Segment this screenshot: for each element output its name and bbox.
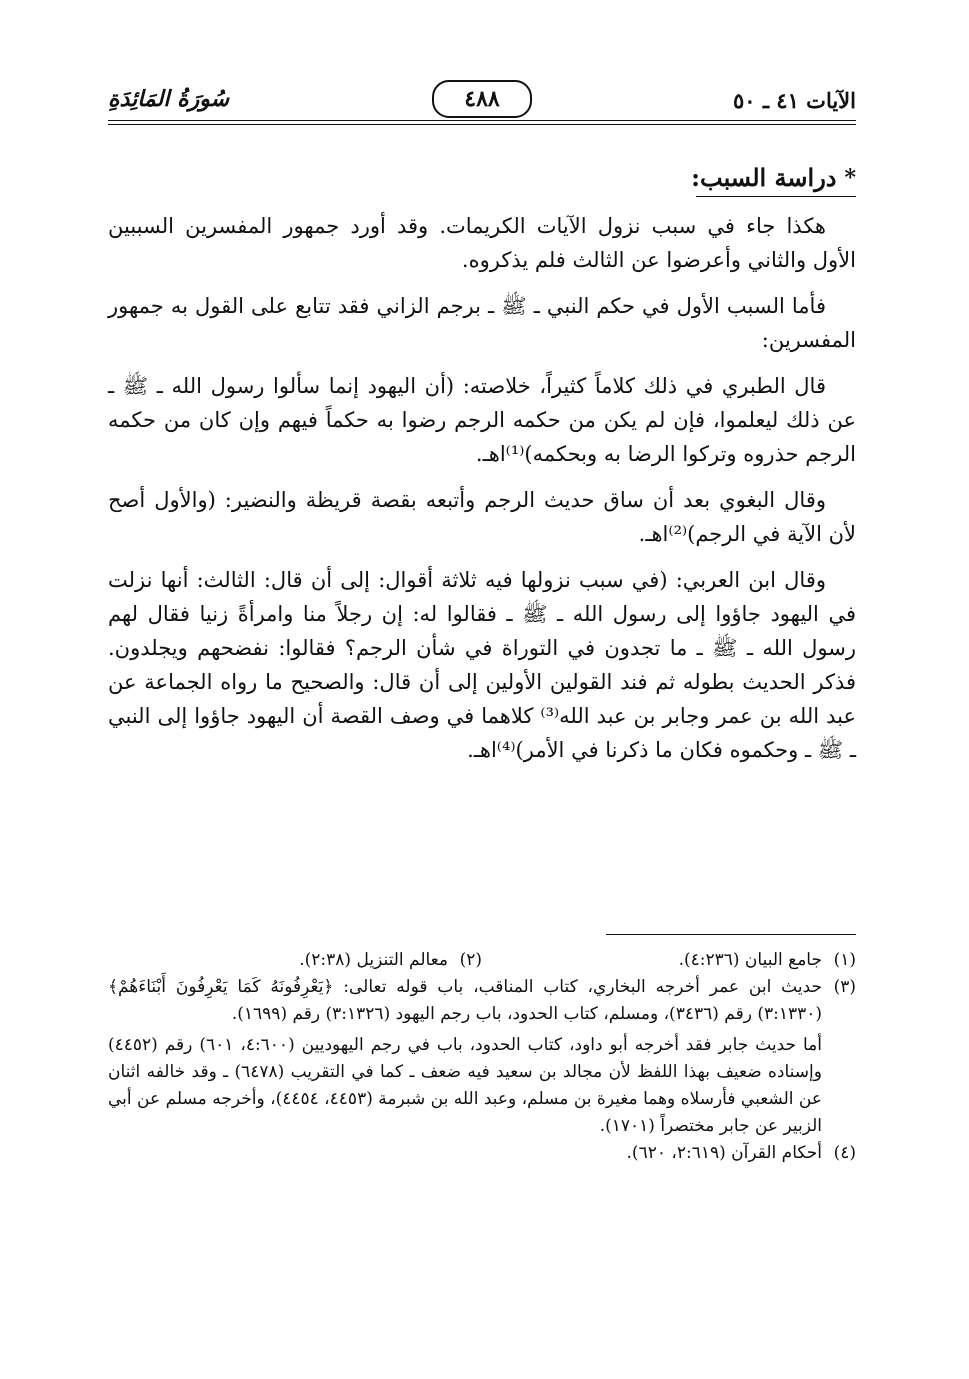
footnote-text: جامع البيان (٤:٢٣٦). [678, 950, 822, 970]
footnote-3 [108, 974, 856, 1028]
section-underline [696, 196, 856, 197]
header-rule-double [108, 124, 856, 125]
surah-name: سُورَةُ المَائِدَةِ [108, 86, 230, 112]
footnote-number: (١) [833, 950, 856, 970]
footnotes [108, 934, 856, 1167]
header-rule [108, 120, 856, 121]
footnote-3-continuation: أما حديث جابر فقد أخرجه أبو داود، كتاب الحدود، باب في رجم اليهوديين (٤:٦٠٠، ٦٠١) رقم (٤٤٥٢) وإسناده ضعيف بهذا اللفظ لأن مجالد بن سعيد فيه ضعف ـ كما في التقريب (٦٤٧٨) ـ وقد خالفه اثنان عن الشعبي فأرسلاه وهما مغيرة بن مسلم، وعبد الله بن شبرمة (٤٤٥٣، ٤٤٥٤)، وأخرجه مسلم عن أبي الزبير عن جابر مختصراً (١٧٠١). [108, 1035, 823, 1136]
section-title: دراسة السبب: [691, 163, 837, 192]
star-icon: * [844, 165, 856, 191]
footnote-text: حديث ابن عمر أخرجه البخاري، كتاب المناقب، باب قوله تعالى: ﴿يَعْرِفُونَهُ كَمَا يَعْرِفُونَ أَبْنَاءَهُمْ﴾ (٣:١٣٣٠) رقم (٣٤٣٦)، ومسلم، كتاب الحدود، باب رجم اليهود (٣:١٣٢٦) رقم (١٦٩٩). [108, 977, 822, 1024]
book-page [108, 70, 856, 1330]
paragraph-3: قال الطبري في ذلك كلاماً كثيراً، خلاصته: (أن اليهود إنما سألوا رسول الله ـ ﷺ ـ عن ذلك ليعلموا، فإن لم يكن من حكمه الرجم رضوا به حكماً فيهم وإن كان من حكمه الرجم حذروه وتركوا الرضا به وبحكمه)⁽¹⁾اهـ. [108, 374, 856, 466]
page-number: ٤٨٨ [432, 80, 532, 118]
footnote-text: معالم التنزيل (٢:٣٨). [299, 950, 448, 970]
footnote-text: أحكام القرآن (٢:٦١٩، ٦٢٠). [626, 1143, 822, 1163]
section-heading [108, 160, 856, 196]
paragraph-4: وقال البغوي بعد أن ساق حديث الرجم وأتبعه بقصة قريظة والنضير: (والأول أصح لأن الآية في الرجم)⁽²⁾اهـ. [108, 488, 856, 546]
footnote-number: (٤) [833, 1143, 856, 1163]
footnote-1 [482, 947, 856, 974]
page-header [108, 70, 856, 130]
footnote-row [108, 947, 856, 974]
paragraph-1: هكذا جاء في سبب نزول الآيات الكريمات. وقد أورد جمهور المفسرين السببين الأول والثاني وأعرضوا عن الثالث فلم يذكروه. [108, 214, 856, 272]
footnote-rule [606, 934, 856, 935]
footnote-4 [108, 1140, 856, 1167]
verses-range: الآيات ٤١ ـ ٥٠ [732, 88, 856, 113]
footnote-2 [108, 947, 482, 974]
footnote-number: (٢) [459, 950, 482, 970]
paragraph-5: وقال ابن العربي: (في سبب نزولها فيه ثلاثة أقوال: إلى أن قال: الثالث: أنها نزلت في اليهود جاؤوا إلى رسول الله ـ ﷺ ـ فقالوا له: إن رجلاً منا وامرأةً زنيا فقال لهم رسول الله ـ ﷺ ـ ما تجدون في التوراة في شأن الرجم؟ فقالوا: نفضحهم ويجلدون. فذكر الحديث بطوله ثم فند القولين الأولين إلى أن قال: والصحيح ما رواه الجماعة عن عبد الله بن عمر وجابر بن عبد الله⁽³⁾ كلاهما في وصف القصة أن اليهود جاؤوا إلى النبي ـ ﷺ ـ وحكموه فكان ما ذكرنا في الأمر)⁽⁴⁾اهـ. [108, 568, 856, 762]
paragraph-2: فأما السبب الأول في حكم النبي ـ ﷺ ـ برجم الزاني فقد تتابع على القول به جمهور المفسرين: [108, 294, 856, 352]
footnote-number: (٣) [833, 977, 856, 997]
